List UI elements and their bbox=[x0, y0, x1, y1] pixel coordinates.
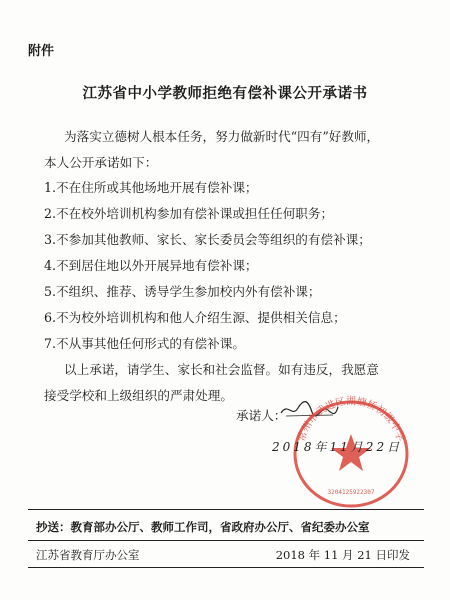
svg-text:3204125922307: 3204125922307 bbox=[327, 489, 375, 496]
document-title: 江苏省中小学教师拒绝有偿补课公开承诺书 bbox=[82, 86, 368, 102]
issue-date: 2018 年 11 月 21 日印发 bbox=[275, 548, 410, 562]
intro-line-2: 本人公开承诺如下： bbox=[44, 155, 158, 170]
attachment-label: 附件 bbox=[28, 44, 55, 59]
svg-text:常州市武进区湖塘桥初级中学: 常州市武进区湖塘桥初级中学 bbox=[296, 396, 406, 443]
commitment-item-5: 5.不组织、推荐、诱导学生参加校内外有偿补课； bbox=[44, 284, 321, 299]
issuer: 江苏省教育厅办公室 bbox=[36, 548, 140, 562]
footer-divider-bottom bbox=[28, 567, 424, 568]
cc-line: 抄送：教育部办公厅、教师工作司，省政府办公厅、省纪委办公室 bbox=[36, 520, 370, 534]
commitment-item-7: 7.不从事其他任何形式的有偿补课。 bbox=[44, 336, 245, 351]
commitment-item-4: 4.不到居住地以外开展异地有偿补课； bbox=[44, 258, 258, 273]
commitment-item-2: 2.不在校外培训机构参加有偿补课或担任任何职务； bbox=[44, 206, 334, 221]
signer-label: 承诺人： bbox=[236, 408, 287, 423]
closing-line-1: 以上承诺，请学生、家长和社会监督。如有违反，我愿意 bbox=[64, 362, 379, 377]
intro-line-1: 为落实立德树人根本任务，努力做新时代“四有”好教师， bbox=[64, 129, 380, 144]
footer-divider-top bbox=[28, 509, 424, 510]
commitment-item-6: 6.不为校外培训机构和他人介绍生源、提供相关信息； bbox=[44, 310, 346, 325]
handwritten-date: 2018年11月22日 bbox=[272, 440, 403, 454]
commitment-item-1: 1.不在住所或其他场地开展有偿补课； bbox=[44, 180, 258, 195]
commitment-item-3: 3.不参加其他教师、家长、家长委员会等组织的有偿补课； bbox=[44, 232, 371, 247]
footer-divider-middle bbox=[28, 540, 424, 541]
closing-line-2: 接受学校和上级组织的严肃处理。 bbox=[44, 388, 233, 403]
